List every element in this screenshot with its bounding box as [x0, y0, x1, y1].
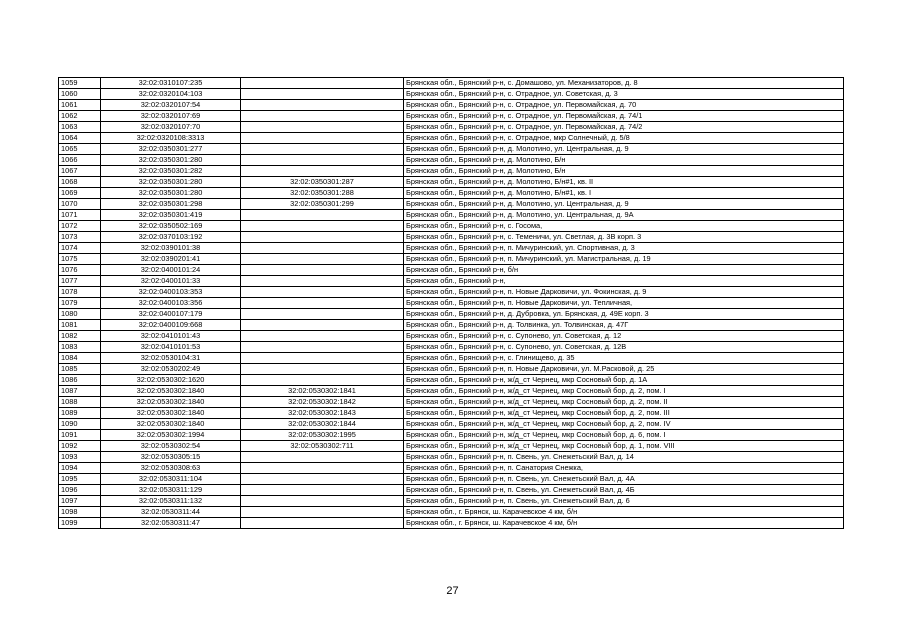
row-number-cell: 1094: [59, 463, 101, 474]
cadastral-number-cell: 32:02:0320104:103: [101, 89, 241, 100]
table-row: [59, 342, 844, 353]
table-row: [59, 243, 844, 254]
table-row: [59, 485, 844, 496]
row-number-cell: 1079: [59, 298, 101, 309]
premises-cadastral-cell: [241, 287, 404, 298]
row-number-cell: 1059: [59, 78, 101, 89]
address-cell: Брянская обл., Брянский р-н,: [404, 276, 844, 287]
premises-cadastral-cell: [241, 485, 404, 496]
table-row: [59, 276, 844, 287]
cadastral-number-cell: 32:02:0400103:356: [101, 298, 241, 309]
premises-cadastral-cell: [241, 232, 404, 243]
address-cell: Брянская обл., Брянский р-н, с. Теменичи, ул. Светлая, д. 3В корп. 3: [404, 232, 844, 243]
premises-cadastral-cell: 32:02:0350301:287: [241, 177, 404, 188]
row-number-cell: 1080: [59, 309, 101, 320]
table-row: [59, 166, 844, 177]
premises-cadastral-cell: [241, 89, 404, 100]
address-cell: Брянская обл., Брянский р-н, с. Госома,: [404, 221, 844, 232]
table-row: [59, 353, 844, 364]
table-row: [59, 309, 844, 320]
address-cell: Брянская обл., Брянский р-н, п. Мичуринский, ул. Магистральная, д. 19: [404, 254, 844, 265]
table-row: [59, 507, 844, 518]
page-number: 27: [446, 585, 459, 597]
table-row: [59, 463, 844, 474]
row-number-cell: 1086: [59, 375, 101, 386]
row-number-cell: 1071: [59, 210, 101, 221]
address-cell: Брянская обл., Брянский р-н, п. Свень, ул. Снежетьский Вал, д. 14: [404, 452, 844, 463]
cadastral-number-cell: 32:02:0530202:49: [101, 364, 241, 375]
table-row: [59, 518, 844, 529]
premises-cadastral-cell: [241, 210, 404, 221]
premises-cadastral-cell: [241, 243, 404, 254]
cadastral-number-cell: 32:02:0530302:1840: [101, 386, 241, 397]
address-cell: Брянская обл., Брянский р-н, д. Молотино, ул. Центральная, д. 9: [404, 199, 844, 210]
premises-cadastral-cell: [241, 276, 404, 287]
table-row: [59, 474, 844, 485]
premises-cadastral-cell: 32:02:0350301:288: [241, 188, 404, 199]
row-number-cell: 1061: [59, 100, 101, 111]
address-cell: Брянская обл., Брянский р-н, с. Отрадное, ул. Первомайская, д. 70: [404, 100, 844, 111]
row-number-cell: 1088: [59, 397, 101, 408]
cadastral-number-cell: 32:02:0530302:1994: [101, 430, 241, 441]
premises-cadastral-cell: [241, 78, 404, 89]
address-cell: Брянская обл., Брянский р-н, ж/д_ст Чернец, мкр Сосновый бор, д. 2, пом. III: [404, 408, 844, 419]
address-cell: Брянская обл., Брянский р-н, п. Свень, ул. Снежетьский Вал, д. 6: [404, 496, 844, 507]
cadastral-number-cell: 32:02:0320107:69: [101, 111, 241, 122]
address-cell: Брянская обл., Брянский р-н, д. Толвинка, ул. Толвинская, д. 47Г: [404, 320, 844, 331]
address-cell: Брянская обл., Брянский р-н, с. Супонево, ул. Советская, д. 12В: [404, 342, 844, 353]
cadastral-number-cell: 32:02:0350301:419: [101, 210, 241, 221]
premises-cadastral-cell: [241, 122, 404, 133]
premises-cadastral-cell: 32:02:0350301:299: [241, 199, 404, 210]
table-row: [59, 386, 844, 397]
address-cell: Брянская обл., Брянский р-н, с. Супонево, ул. Советская, д. 12: [404, 331, 844, 342]
cadastral-number-cell: 32:02:0350301:280: [101, 155, 241, 166]
address-cell: Брянская обл., Брянский р-н, п. Свень, ул. Снежетьский Вал, д. 4Б: [404, 485, 844, 496]
table-row: [59, 89, 844, 100]
premises-cadastral-cell: [241, 298, 404, 309]
table-row: [59, 155, 844, 166]
cadastral-number-cell: 32:02:0320107:54: [101, 100, 241, 111]
address-cell: Брянская обл., г. Брянск, ш. Карачевское 4 км, б/н: [404, 507, 844, 518]
row-number-cell: 1068: [59, 177, 101, 188]
row-number-cell: 1081: [59, 320, 101, 331]
table-row: [59, 232, 844, 243]
address-cell: Брянская обл., Брянский р-н, д. Молотино, Б/н: [404, 166, 844, 177]
address-cell: Брянская обл., Брянский р-н, с. Отрадное, мкр Солнечный, д. 5/8: [404, 133, 844, 144]
table-row: [59, 144, 844, 155]
address-cell: Брянская обл., Брянский р-н, ж/д_ст Чернец, мкр Сосновый бор, д. 1А: [404, 375, 844, 386]
cadastral-number-cell: 32:02:0530302:1840: [101, 408, 241, 419]
row-number-cell: 1090: [59, 419, 101, 430]
row-number-cell: 1082: [59, 331, 101, 342]
premises-cadastral-cell: [241, 375, 404, 386]
premises-cadastral-cell: 32:02:0530302:1995: [241, 430, 404, 441]
row-number-cell: 1067: [59, 166, 101, 177]
row-number-cell: 1066: [59, 155, 101, 166]
table-row: [59, 100, 844, 111]
premises-cadastral-cell: [241, 507, 404, 518]
cadastral-number-cell: 32:02:0390101:38: [101, 243, 241, 254]
cadastral-number-cell: 32:02:0530305:15: [101, 452, 241, 463]
address-cell: Брянская обл., Брянский р-н, с. Домашово, ул. Механизаторов, д. 8: [404, 78, 844, 89]
row-number-cell: 1084: [59, 353, 101, 364]
cadastral-number-cell: 32:02:0350502:169: [101, 221, 241, 232]
cadastral-number-cell: 32:02:0530311:129: [101, 485, 241, 496]
cadastral-number-cell: 32:02:0310107:235: [101, 78, 241, 89]
address-cell: Брянская обл., Брянский р-н, д. Молотино, ул. Центральная, д. 9А: [404, 210, 844, 221]
table-row: [59, 452, 844, 463]
row-number-cell: 1076: [59, 265, 101, 276]
cadastral-number-cell: 32:02:0530302:1840: [101, 397, 241, 408]
address-cell: Брянская обл., Брянский р-н, п. Санатория Снежка,: [404, 463, 844, 474]
row-number-cell: 1064: [59, 133, 101, 144]
table-row: [59, 320, 844, 331]
address-cell: Брянская обл., Брянский р-н, ж/д_ст Чернец, мкр Сосновый бор, д. 6, пом. I: [404, 430, 844, 441]
premises-cadastral-cell: 32:02:0530302:1843: [241, 408, 404, 419]
premises-cadastral-cell: [241, 496, 404, 507]
address-cell: Брянская обл., г. Брянск, ш. Карачевское 4 км, б/н: [404, 518, 844, 529]
row-number-cell: 1096: [59, 485, 101, 496]
premises-cadastral-cell: [241, 309, 404, 320]
row-number-cell: 1072: [59, 221, 101, 232]
address-cell: Брянская обл., Брянский р-н, ж/д_ст Чернец, мкр Сосновый бор, д. 2, пом. II: [404, 397, 844, 408]
cadastral-number-cell: 32:02:0320107:70: [101, 122, 241, 133]
address-cell: Брянская обл., Брянский р-н, с. Отрадное, ул. Первомайская, д. 74/2: [404, 122, 844, 133]
address-cell: Брянская обл., Брянский р-н, с. Отрадное, ул. Первомайская, д. 74/1: [404, 111, 844, 122]
cadastral-number-cell: 32:02:0400107:179: [101, 309, 241, 320]
cadastral-number-cell: 32:02:0350301:280: [101, 188, 241, 199]
table-row: [59, 188, 844, 199]
premises-cadastral-cell: [241, 155, 404, 166]
row-number-cell: 1099: [59, 518, 101, 529]
cadastral-number-cell: 32:02:0400101:24: [101, 265, 241, 276]
cadastral-number-cell: 32:02:0390201:41: [101, 254, 241, 265]
address-cell: Брянская обл., Брянский р-н, п. Новые Дарковичи, ул. Тепличная,: [404, 298, 844, 309]
premises-cadastral-cell: [241, 254, 404, 265]
row-number-cell: 1065: [59, 144, 101, 155]
premises-cadastral-cell: [241, 452, 404, 463]
table-row: [59, 177, 844, 188]
cadastral-number-cell: 32:02:0530311:44: [101, 507, 241, 518]
cadastral-number-cell: 32:02:0320108:3313: [101, 133, 241, 144]
row-number-cell: 1087: [59, 386, 101, 397]
row-number-cell: 1060: [59, 89, 101, 100]
cadastral-number-cell: 32:02:0400101:33: [101, 276, 241, 287]
table-row: [59, 419, 844, 430]
premises-cadastral-cell: [241, 166, 404, 177]
table-row: [59, 298, 844, 309]
premises-cadastral-cell: 32:02:0530302:1841: [241, 386, 404, 397]
row-number-cell: 1069: [59, 188, 101, 199]
table-row: [59, 408, 844, 419]
cadastral-number-cell: 32:02:0410101:43: [101, 331, 241, 342]
row-number-cell: 1077: [59, 276, 101, 287]
table-row: [59, 133, 844, 144]
address-cell: Брянская обл., Брянский р-н, п. Мичуринский, ул. Спортивная, д. 3: [404, 243, 844, 254]
premises-cadastral-cell: [241, 111, 404, 122]
registry-table: [58, 77, 844, 529]
cadastral-number-cell: 32:02:0530302:1840: [101, 419, 241, 430]
row-number-cell: 1091: [59, 430, 101, 441]
address-cell: Брянская обл., Брянский р-н, д. Молотино, Б/н: [404, 155, 844, 166]
cadastral-number-cell: 32:02:0400103:353: [101, 287, 241, 298]
cadastral-number-cell: 32:02:0530302:54: [101, 441, 241, 452]
cadastral-number-cell: 32:02:0530311:47: [101, 518, 241, 529]
table-row: [59, 210, 844, 221]
row-number-cell: 1095: [59, 474, 101, 485]
cadastral-number-cell: 32:02:0530311:104: [101, 474, 241, 485]
row-number-cell: 1098: [59, 507, 101, 518]
address-cell: Брянская обл., Брянский р-н, ж/д_ст Чернец, мкр Сосновый бор, д. 2, пом. I: [404, 386, 844, 397]
cadastral-number-cell: 32:02:0400109:668: [101, 320, 241, 331]
premises-cadastral-cell: [241, 518, 404, 529]
table-row: [59, 254, 844, 265]
premises-cadastral-cell: [241, 100, 404, 111]
cadastral-number-cell: 32:02:0350301:282: [101, 166, 241, 177]
row-number-cell: 1097: [59, 496, 101, 507]
cadastral-number-cell: 32:02:0530302:1620: [101, 375, 241, 386]
address-cell: Брянская обл., Брянский р-н, п. Новые Дарковичи, ул. Фокинская, д. 9: [404, 287, 844, 298]
premises-cadastral-cell: [241, 144, 404, 155]
row-number-cell: 1070: [59, 199, 101, 210]
address-cell: Брянская обл., Брянский р-н, д. Дубровка, ул. Брянская, д. 49Е корп. 3: [404, 309, 844, 320]
row-number-cell: 1062: [59, 111, 101, 122]
cadastral-number-cell: 32:02:0410101:53: [101, 342, 241, 353]
registry-table-body: [59, 78, 844, 529]
address-cell: Брянская обл., Брянский р-н, ж/д_ст Чернец, мкр Сосновый бор, д. 2, пом. IV: [404, 419, 844, 430]
table-row: [59, 122, 844, 133]
address-cell: Брянская обл., Брянский р-н, д. Молотино, ул. Центральная, д. 9: [404, 144, 844, 155]
row-number-cell: 1093: [59, 452, 101, 463]
address-cell: Брянская обл., Брянский р-н, ж/д_ст Чернец, мкр Сосновый бор, д. 1, пом. VIII: [404, 441, 844, 452]
row-number-cell: 1085: [59, 364, 101, 375]
cadastral-number-cell: 32:02:0530104:31: [101, 353, 241, 364]
table-row: [59, 331, 844, 342]
table-row: [59, 430, 844, 441]
premises-cadastral-cell: [241, 221, 404, 232]
address-cell: Брянская обл., Брянский р-н, д. Молотино, Б/н#1, кв. I: [404, 188, 844, 199]
table-row: [59, 199, 844, 210]
cadastral-number-cell: 32:02:0350301:298: [101, 199, 241, 210]
address-cell: Брянская обл., Брянский р-н, с. Глинищево, д. 35: [404, 353, 844, 364]
premises-cadastral-cell: [241, 320, 404, 331]
premises-cadastral-cell: 32:02:0530302:1842: [241, 397, 404, 408]
row-number-cell: 1083: [59, 342, 101, 353]
table-row: [59, 221, 844, 232]
cadastral-number-cell: 32:02:0350301:280: [101, 177, 241, 188]
premises-cadastral-cell: [241, 133, 404, 144]
table-row: [59, 441, 844, 452]
row-number-cell: 1075: [59, 254, 101, 265]
premises-cadastral-cell: [241, 463, 404, 474]
address-cell: Брянская обл., Брянский р-н, п. Свень, ул. Снежетьский Вал, д. 4А: [404, 474, 844, 485]
table-row: [59, 397, 844, 408]
address-cell: Брянская обл., Брянский р-н, б/н: [404, 265, 844, 276]
table-row: [59, 287, 844, 298]
cadastral-number-cell: 32:02:0370103:192: [101, 232, 241, 243]
cadastral-number-cell: 32:02:0350301:277: [101, 144, 241, 155]
row-number-cell: 1063: [59, 122, 101, 133]
table-row: [59, 364, 844, 375]
premises-cadastral-cell: [241, 265, 404, 276]
premises-cadastral-cell: 32:02:0530302:1844: [241, 419, 404, 430]
premises-cadastral-cell: [241, 364, 404, 375]
address-cell: Брянская обл., Брянский р-н, д. Молотино, Б/н#1, кв. II: [404, 177, 844, 188]
row-number-cell: 1073: [59, 232, 101, 243]
table-row: [59, 111, 844, 122]
row-number-cell: 1089: [59, 408, 101, 419]
row-number-cell: 1074: [59, 243, 101, 254]
cadastral-number-cell: 32:02:0530311:132: [101, 496, 241, 507]
address-cell: Брянская обл., Брянский р-н, п. Новые Дарковичи, ул. М.Расковой, д. 25: [404, 364, 844, 375]
premises-cadastral-cell: [241, 353, 404, 364]
table-row: [59, 375, 844, 386]
row-number-cell: 1092: [59, 441, 101, 452]
premises-cadastral-cell: 32:02:0530302:711: [241, 441, 404, 452]
table-row: [59, 78, 844, 89]
premises-cadastral-cell: [241, 342, 404, 353]
row-number-cell: 1078: [59, 287, 101, 298]
table-row: [59, 265, 844, 276]
address-cell: Брянская обл., Брянский р-н, с. Отрадное, ул. Советская, д. 3: [404, 89, 844, 100]
table-row: [59, 496, 844, 507]
premises-cadastral-cell: [241, 474, 404, 485]
cadastral-number-cell: 32:02:0530308:63: [101, 463, 241, 474]
premises-cadastral-cell: [241, 331, 404, 342]
